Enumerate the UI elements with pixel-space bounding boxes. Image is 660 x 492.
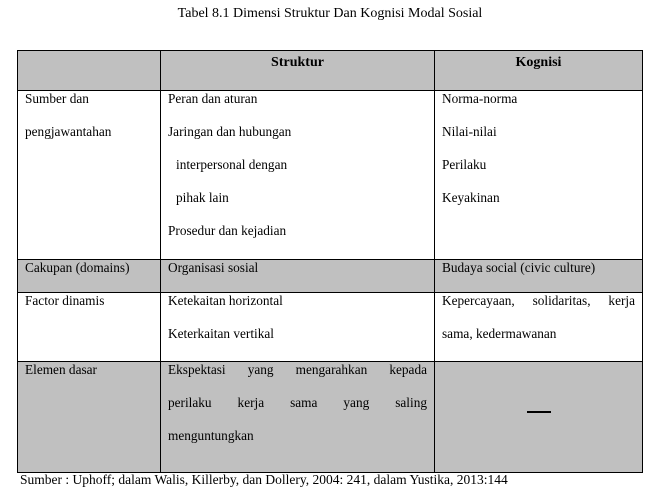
kognisi-cell [435, 362, 643, 473]
struktur-line: pihak lain [176, 190, 229, 205]
kognisi-line: Kepercayaan, solidaritas, kerja [442, 293, 635, 308]
label-line: Cakupan (domains) [25, 260, 130, 275]
kognisi-line: sama, kedermawanan [442, 326, 557, 341]
struktur-line: Organisasi sosial [168, 260, 259, 275]
struktur-line: Keterkaitan vertikal [168, 326, 274, 341]
struktur-line: Peran dan aturan [168, 91, 258, 106]
table-caption: Tabel 8.1 Dimensi Struktur Dan Kognisi Modal Sosial [177, 6, 483, 21]
struktur-cell [161, 91, 435, 260]
kognisi-line: Budaya social (civic culture) [442, 260, 596, 275]
struktur-line: interpersonal dengan [176, 157, 288, 172]
header-kognisi: Kognisi [435, 51, 643, 91]
struktur-line: Ekspektasi yang mengarahkan kepada [168, 362, 427, 377]
kognisi-line: Perilaku [442, 157, 487, 172]
struktur-cell [161, 260, 435, 293]
row-label [18, 91, 161, 260]
struktur-line: Jaringan dan hubungan [168, 124, 292, 139]
kognisi-line: Norma-norma [442, 91, 518, 106]
struktur-cell [161, 362, 435, 473]
kognisi-cell [435, 260, 643, 293]
source-note: Sumber : Uphoff; dalam Walis, Killerby, dan Dollery, 2004: 241, dalam Yustika, 2013:144 [20, 472, 508, 487]
label-line: Sumber dan [25, 91, 89, 106]
row-label [18, 260, 161, 293]
label-line: Factor dinamis [25, 293, 105, 308]
table-row [18, 293, 643, 362]
table-row [18, 91, 643, 260]
label-line: Elemen dasar [25, 362, 97, 377]
header-struktur: Struktur [161, 51, 435, 91]
struktur-line: perilaku kerja sama yang saling [168, 395, 427, 410]
kognisi-line: Keyakinan [442, 190, 500, 205]
kognisi-line: Nilai-nilai [442, 124, 497, 139]
empty-dash [527, 411, 551, 413]
kognisi-cell [435, 293, 643, 362]
header-empty [18, 51, 161, 91]
struktur-line: Ketekaitan horizontal [168, 293, 283, 308]
label-line: pengjawantahan [25, 124, 112, 139]
table-row [18, 260, 643, 293]
struktur-cell [161, 293, 435, 362]
kognisi-cell [435, 91, 643, 260]
struktur-line: Prosedur dan kejadian [168, 223, 287, 238]
social-capital-table [17, 50, 643, 473]
table-row [18, 362, 643, 473]
table-header-row [18, 51, 643, 91]
struktur-line: menguntungkan [168, 428, 254, 443]
row-label [18, 362, 161, 473]
row-label [18, 293, 161, 362]
